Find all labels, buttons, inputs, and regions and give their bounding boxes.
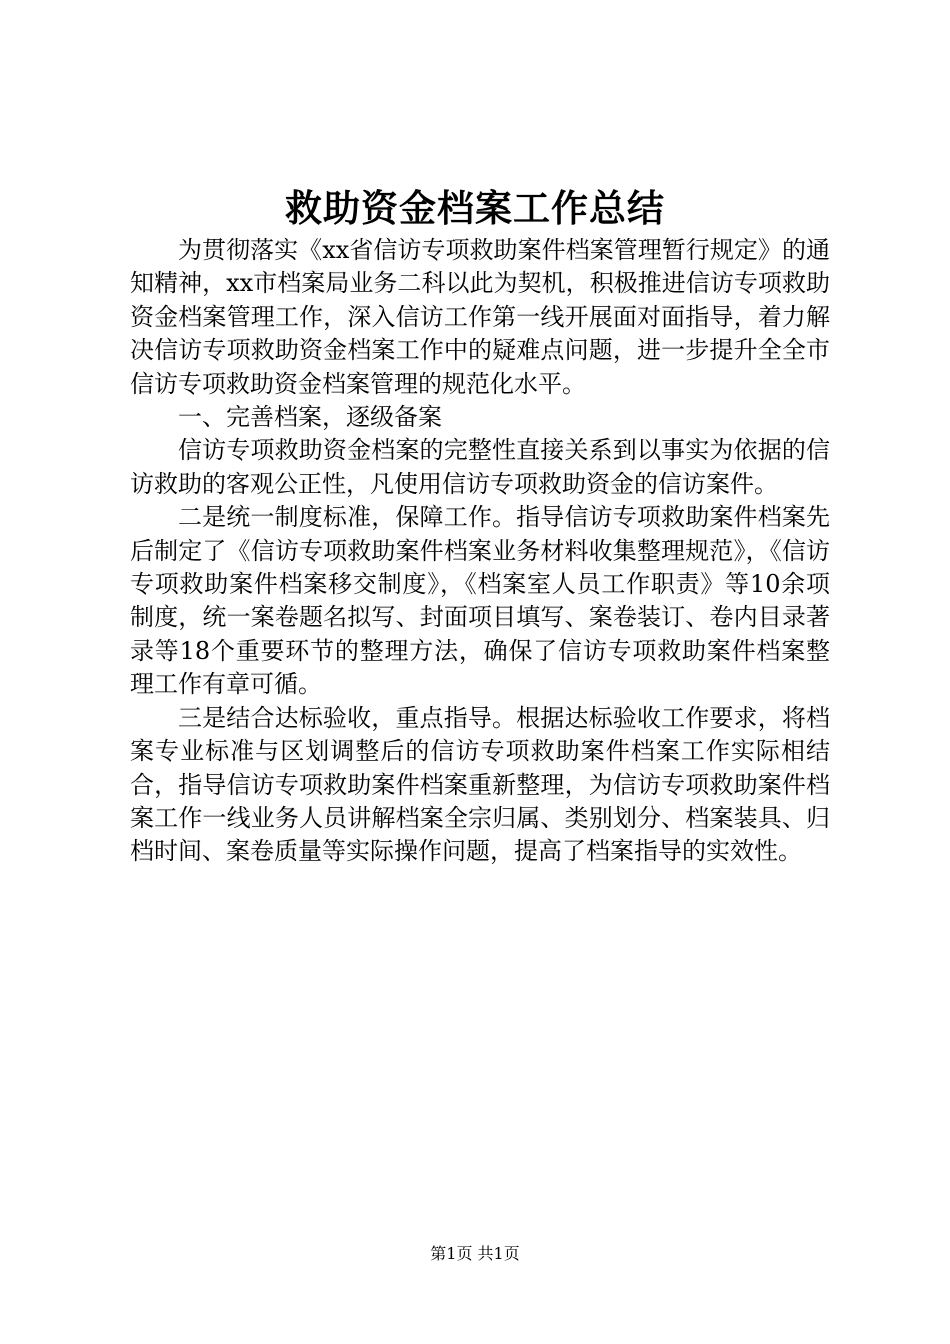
paragraph-section-1: 信访专项救助资金档案的完整性直接关系到以事实为依据的信访救助的客观公正性，凡使用信访专项救助资金的信访案件。 <box>130 436 830 498</box>
page-footer: 第1页 共1页 <box>430 1244 520 1263</box>
paragraph-intro: 为贯彻落实《xx省信访专项救助案件档案管理暂行规定》的通知精神，xx市档案局业务二科以此为契机，积极推进信访专项救助资金档案管理工作，深入信访工作第一线开展面对面指导，着力解决信访专项救助资金档案工作中的疑难点问题，进一步提升全全市信访专项救助资金档案管理的规范化水平。 <box>130 236 830 398</box>
document-title: 救助资金档案工作总结 <box>285 186 665 230</box>
document-body <box>130 234 830 869</box>
section-heading-1: 一、完善档案，逐级备案 <box>178 403 442 432</box>
paragraph-section-3: 三是结合达标验收，重点指导。根据达标验收工作要求，将档案专业标准与区划调整后的信访专项救助案件档案工作实际相结合，指导信访专项救助案件档案重新整理，为信访专项救助案件档案工作一线业务人员讲解档案全宗归属、类别划分、档案装具、归档时间、案卷质量等实际操作问题，提高了档案指导的实效性。 <box>130 703 830 866</box>
paragraph-section-2: 二是统一制度标准，保障工作。指导信访专项救助案件档案先后制定了《信访专项救助案件档案业务材料收集整理规范》，《信访专项救助案件档案移交制度》，《档案室人员工作职责》等10余项制度，统一案卷题名拟写、封面项目填写、案卷装订、卷内目录著录等18个重要环节的整理方法，确保了信访专项救助案件档案整理工作有章可循。 <box>130 503 830 699</box>
